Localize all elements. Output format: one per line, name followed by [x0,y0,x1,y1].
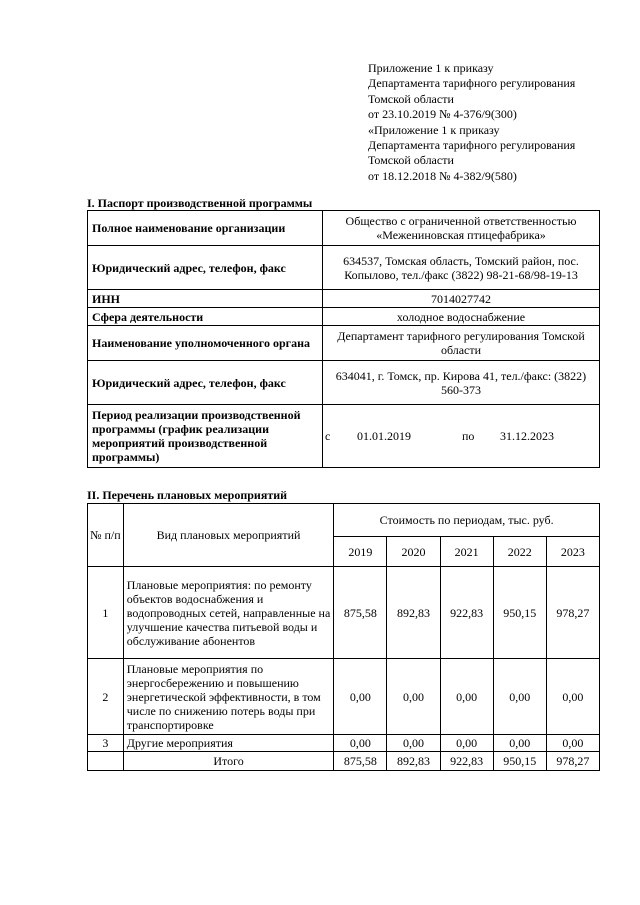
row-num: 3 [88,735,124,752]
row-name: Плановые мероприятия по энергосбережению и повышению энергетической эффективности, в том числе по снижению потерь воды при транспортировке [123,659,334,735]
row-num: 1 [88,567,124,659]
passport-label: ИНН [88,290,323,308]
events-table [87,503,600,771]
header-line: Департамента тарифного регулирования [368,138,576,153]
col-header-num: № п/п [88,504,124,567]
row-value: 0,00 [546,735,599,752]
row-value: 0,00 [493,659,546,735]
row-num: 2 [88,659,124,735]
total-value: 950,15 [493,752,546,771]
period-from: 01.01.2019 [357,429,411,443]
period-label: Период реализации производственной программы (график реализации мероприятий производственной программы) [88,405,323,468]
table-row [88,735,600,752]
passport-value: Департамент тарифного регулирования Томской области [323,326,600,361]
passport-table [87,210,600,468]
passport-label: Наименование уполномоченного органа [88,326,323,361]
table-row [88,246,600,290]
passport-label: Юридический адрес, телефон, факс [88,246,323,290]
total-value: 922,83 [440,752,493,771]
passport-label: Полное наименование организации [88,211,323,246]
section1-title: I. Паспорт производственной программы [87,196,313,210]
row-value: 0,00 [440,659,493,735]
passport-value: холодное водоснабжение [323,308,600,326]
total-label: Итого [123,752,334,771]
passport-label: Сфера деятельности [88,308,323,326]
table-row [88,361,600,405]
header-line: от 18.12.2018 № 4-382/9(580) [368,168,517,183]
table-row [88,405,600,468]
header-line: «Приложение 1 к приказу [368,122,500,137]
row-name: Другие мероприятия [123,735,334,752]
row-value: 0,00 [440,735,493,752]
passport-value: 634041, г. Томск, пр. Кирова 41, тел./факс: (3822) 560-373 [323,361,600,405]
row-value: 875,58 [334,567,387,659]
table-row [88,567,600,659]
passport-value: 634537, Томская область, Томский район, пос. Копылово, тел./факс (3822) 98-21-68/98-19-13 [323,246,600,290]
period-value [323,405,600,468]
row-value: 892,83 [387,567,440,659]
total-num-empty [88,752,124,771]
row-value: 0,00 [493,735,546,752]
row-value: 0,00 [387,659,440,735]
row-value: 922,83 [440,567,493,659]
col-header-year: 2022 [493,537,546,567]
period-to-word: по [462,429,475,443]
row-value: 0,00 [334,659,387,735]
total-value: 892,83 [387,752,440,771]
row-name: Плановые мероприятия: по ремонту объектов водоснабжения и водопроводных сетей, направленные на улучшение качества питьевой воды и обслуживание абонентов [123,567,334,659]
total-value: 875,58 [334,752,387,771]
order-header [368,61,618,184]
header-line: Томской области [368,153,454,168]
col-header-year: 2021 [440,537,493,567]
section2-title: II. Перечень плановых мероприятий [87,488,288,502]
row-value: 950,15 [493,567,546,659]
col-header-year: 2019 [334,537,387,567]
col-header-kind: Вид плановых мероприятий [123,504,334,567]
row-value: 0,00 [334,735,387,752]
period-from-word: с [325,429,331,443]
period-to: 31.12.2023 [500,429,554,443]
col-header-year: 2020 [387,537,440,567]
table-row [88,326,600,361]
header-line: Департамента тарифного регулирования [368,76,576,91]
header-line: Томской области [368,91,454,106]
table-row [88,308,600,326]
row-value: 0,00 [546,659,599,735]
table-row [88,752,600,771]
total-value: 978,27 [546,752,599,771]
passport-label: Юридический адрес, телефон, факс [88,361,323,405]
passport-value: Общество с ограниченной ответственностью «Межениновская птицефабрика» [323,211,600,246]
table-row [88,659,600,735]
table-row [88,504,600,537]
row-value: 0,00 [387,735,440,752]
passport-value: 7014027742 [323,290,600,308]
table-row [88,290,600,308]
col-header-year: 2023 [546,537,599,567]
header-line: Приложение 1 к приказу [368,61,494,75]
header-line: от 23.10.2019 № 4-376/9(300) [368,107,517,122]
table-row [88,211,600,246]
col-header-cost: Стоимость по периодам, тыс. руб. [334,504,600,537]
row-value: 978,27 [546,567,599,659]
